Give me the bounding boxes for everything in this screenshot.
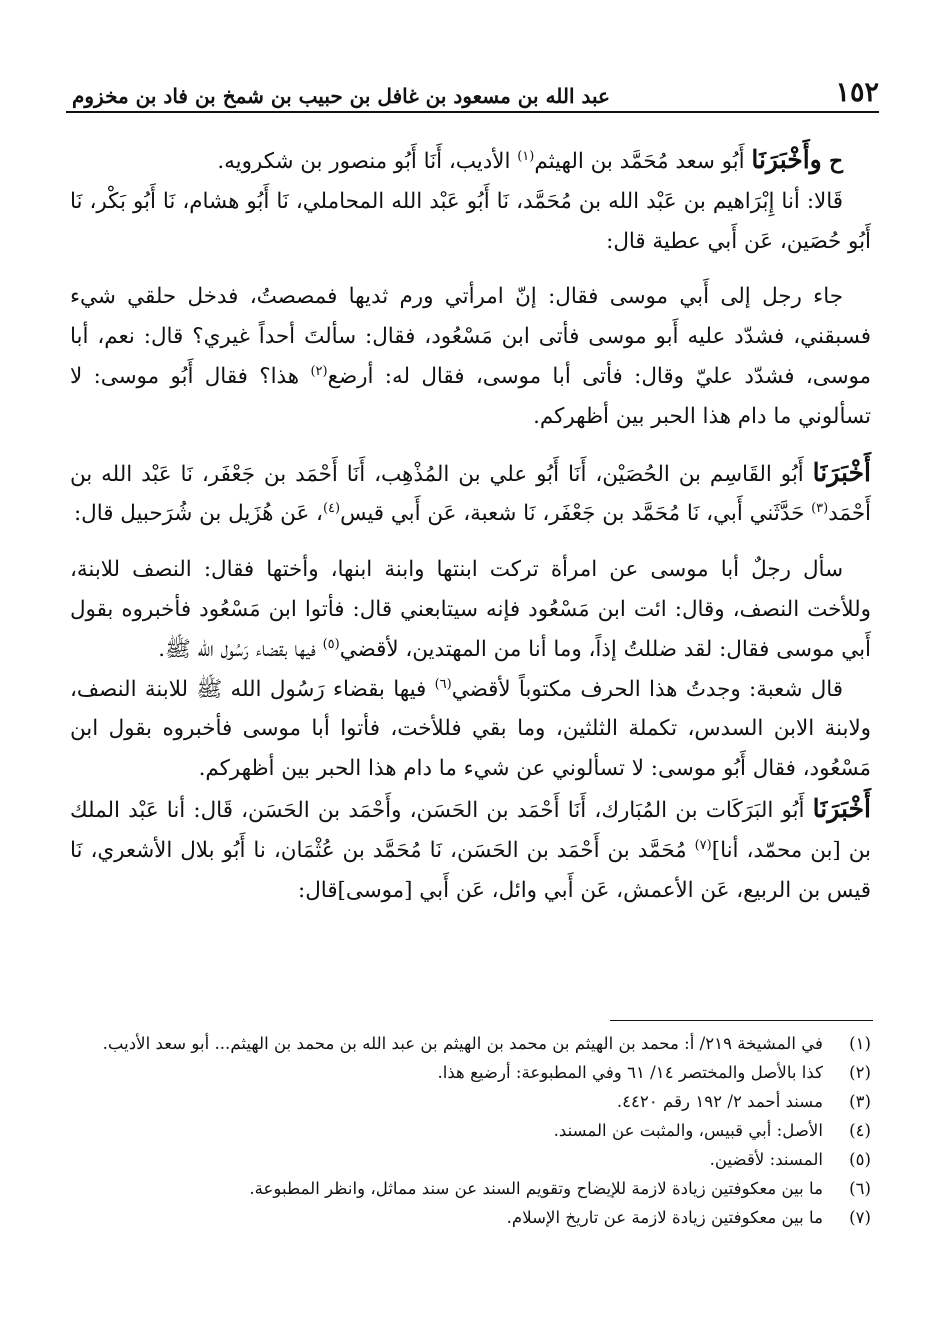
paragraph-4 bbox=[70, 453, 871, 535]
paragraph-text: سأل رجلٌ أبا موسى عن امرأة تركت ابنتها وابنة ابنها، وأختها فقال: النصف للابنة، وللأخت النصف، وقال: ائت ابن مَسْعُود فإنه سيتابعني قال: فأتوا ابن مَسْعُود فأخبروه بقول أَبي موسى فقال: لقد ضللتُ إذاً، وما أنا من المهتدين، لأقضي bbox=[70, 557, 871, 662]
footnote-number: (٦) bbox=[849, 1179, 871, 1198]
footnote-number: (٢) bbox=[849, 1063, 871, 1082]
running-title: عبد الله بن مسعود بن غافل بن حبيب بن شمخ بن فاد بن مخزوم bbox=[72, 84, 610, 108]
paragraph-text-cont: هذا؟ فقال أَبُو موسى: لا تسألوني ما دام هذا الحبر بين أظهركم. bbox=[70, 363, 871, 429]
footnote-item bbox=[75, 1148, 871, 1172]
paragraph-7 bbox=[70, 789, 871, 910]
paragraph-6 bbox=[70, 670, 871, 789]
main-text bbox=[70, 140, 871, 910]
paragraph-3 bbox=[70, 277, 871, 436]
footnote-text: ما بين معكوفتين زيادة لازمة عن تاريخ الإسلام. bbox=[506, 1208, 823, 1227]
page-number: ١٥٢ bbox=[835, 77, 879, 108]
paragraph-text: قَالا: أنا إِبْرَاهيم بن عَبْد الله بن مُحَمَّد، نَا أَبُو عَبْد الله المحاملي، نَا أَبُو هشام، نَا أَبُو بَكْر، نَا أَبُو حُصَين، عَن أَبي عطية قال: bbox=[70, 188, 871, 254]
footnote-ref[interactable]: (٧) bbox=[694, 837, 712, 853]
footnote-item bbox=[75, 1032, 871, 1056]
footnote-text: في المشيخة ٢١٩/ أ: محمد بن الهيثم بن محمد بن الهيثم بن عبد الله بن محمد بن الهيثم... أبو سعد الأديب. bbox=[102, 1034, 823, 1053]
footnote-text: الأصل: أبي قبيس، والمثبت عن المسند. bbox=[553, 1121, 823, 1140]
footnote-number: (٣) bbox=[849, 1092, 871, 1111]
paragraph-text-cont: فيها بقضاء رَسُول الله ﷺ. bbox=[158, 636, 323, 662]
footnote-text: مسند أحمد ٢/ ١٩٢ رقم ٤٤٢٠. bbox=[616, 1092, 823, 1111]
paragraph-text-cont: الأديب، أَنَا أَبُو منصور بن شكرويه. bbox=[217, 149, 518, 174]
paragraph-5 bbox=[70, 550, 871, 669]
akhbarana-word: أَخْبَرَنَا bbox=[812, 793, 871, 823]
footnote-ref[interactable]: (١) bbox=[517, 148, 535, 164]
footnote-item bbox=[75, 1177, 871, 1201]
footnote-text: ما بين معكوفتين زيادة لازمة للإيضاح وتقويم السند عن سند مماثل، وانظر المطبوعة. bbox=[249, 1179, 823, 1198]
header-divider bbox=[66, 111, 879, 113]
footnote-text: المسند: لأقضين. bbox=[709, 1150, 823, 1169]
akhbarana-word: وأَخْبَرَنَا bbox=[751, 145, 822, 174]
paragraph-2 bbox=[70, 182, 871, 262]
footnote-number: (٤) bbox=[849, 1121, 871, 1140]
footnote-number: (١) bbox=[849, 1034, 871, 1053]
footnote-number: (٧) bbox=[849, 1208, 871, 1227]
paragraph-text-cont: حَدَّثَني أَبي، نَا مُحَمَّد بن جَعْفَر، نَا شعبة، عَن أَبي قيس bbox=[340, 501, 812, 527]
footnotes bbox=[75, 1032, 871, 1235]
footnote-item bbox=[75, 1061, 871, 1085]
paragraph-text-cont: فيها بقضاء رَسُول الله ﷺ للابنة النصف، ولابنة الابن السدس، تكملة الثلثين، وما بقي فللأخت، فأتوا أبا موسى فأخبروه بقول ابن مَسْعُود، فقال أَبُو موسى: لا تسألوني عن شيء ما دام هذا الحبر بين أظهركم. bbox=[70, 676, 871, 782]
paragraph-text-cont: مُحَمَّد بن أَحْمَد بن الحَسَن، نَا مُحَمَّد بن عُثْمَان، نا أَبُو بلال الأشعري، نَا قيس بن الربيع، عَن الأعمش، عَن أَبي وائل، عَن أَبي [موسى]قال: bbox=[70, 837, 871, 903]
paragraph-text: جاء رجل إلى أَبي موسى فقال: إنّ امرأتي ورم ثديها فمصصتُ، فدخل حلقي شيء فسبقني، فشدّد عليه أَبو موسى فأتى ابن مَسْعُود، فقال: سألتَ أحداً غيري؟ قال: نعم، أبا موسى، فشدّد عليّ وقال: فأتى أبا موسى، فقال له: أرضع bbox=[70, 284, 871, 389]
paragraph-text: أَبُو البَرَكَات بن المُبَارك، أَنَا أَحْمَد بن الحَسَن، وأَحْمَد بن الحَسَن، قَال: أنا عَبْد الملك بن [بن محمّد، أنا] bbox=[70, 797, 871, 863]
footnote-number: (٥) bbox=[849, 1150, 871, 1169]
akhbarana-word: أَخْبَرَنَا bbox=[812, 457, 871, 487]
footnote-ref[interactable]: (٤) bbox=[322, 501, 341, 517]
paragraph-text-cont-2: ، عَن هُزَيل بن شُرَحبيل قال: bbox=[73, 501, 323, 527]
footnote-item bbox=[75, 1206, 871, 1230]
page-header bbox=[72, 62, 879, 106]
footnote-ref[interactable]: (٢) bbox=[310, 363, 328, 379]
footnote-ref[interactable]: (٥) bbox=[322, 636, 340, 652]
footnote-ref[interactable]: (٣) bbox=[811, 501, 829, 517]
paragraph-text: أَبُو القَاسِم بن الحُصَيْن، أَنَا أَبُو علي بن المُذْهِب، أَنَا أَحْمَد بن جَعْفَر، نَا عَبْد الله بن أَحْمَد bbox=[70, 461, 871, 527]
footnote-text: كذا بالأصل والمختصر ١٤/ ٦١ وفي المطبوعة: أرضيع هذا. bbox=[437, 1063, 823, 1082]
footnote-item bbox=[75, 1119, 871, 1143]
paragraph-text: أَبُو سعد مُحَمَّد بن الهيثم bbox=[534, 149, 752, 174]
paragraph-1 bbox=[70, 140, 871, 182]
paragraph-text: قال شعبة: وجدتُ هذا الحرف مكتوباً لأقضي bbox=[451, 676, 843, 702]
hadith-marker: ح bbox=[821, 149, 843, 174]
footnote-ref[interactable]: (٦) bbox=[434, 676, 452, 692]
footnote-divider bbox=[610, 1020, 873, 1021]
footnote-item bbox=[75, 1090, 871, 1114]
